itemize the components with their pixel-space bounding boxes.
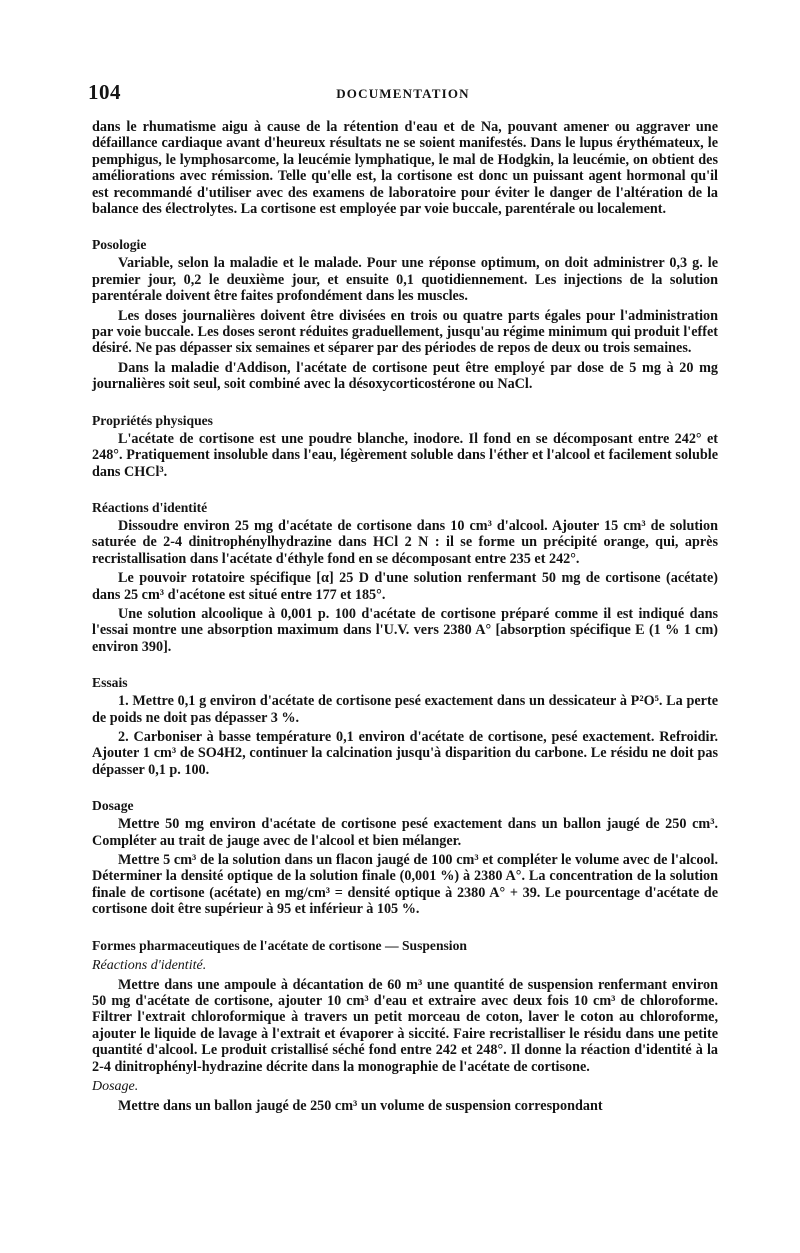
reactions-paragraph-3: Une solution alcoolique à 0,001 p. 100 d'acétate de cortisone préparé comme il est indiqué dans l'essai montre une absorption maximum dans l'U.V. vers 2380 A° [absorption spécifique E (1 % 1 cm) environ 390]. <box>92 605 718 655</box>
section-title-reactions: Réactions d'identité <box>92 499 208 515</box>
section-title-formes: Formes pharmaceutiques de l'acétate de cortisone — Suspension <box>92 937 467 953</box>
section-posologie <box>92 237 718 392</box>
page-number: 104 <box>88 80 121 104</box>
dosage-paragraph-2: Mettre 5 cm³ de la solution dans un flacon jaugé de 100 cm³ et compléter le volume avec de l'alcool. Déterminer la densité optique de la solution finale (0,001 %) à 2380 A°. La concentration de la solution finale de cortisone (acétate) en mg/cm³ = densité optique à 2380 A° + 39. Le pourcentage d'acétate de cortisone doit être supérieur à 95 et inférieur à 105 %. <box>92 852 718 918</box>
dosage-paragraph-1: Mettre 50 mg environ d'acétate de cortisone pesé exactement dans un ballon jaugé de 250 cm³. Compléter au trait de jauge avec de l'alcool et bien mélanger. <box>92 816 718 849</box>
subtitle-dosage: Dosage. <box>92 1079 139 1095</box>
section-title-proprietes: Propriétés physiques <box>92 412 213 428</box>
section-essais <box>92 675 718 778</box>
section-title-dosage: Dosage <box>92 798 134 814</box>
running-title: DOCUMENTATION <box>336 86 470 101</box>
reactions-paragraph-2: Le pouvoir rotatoire spécifique [α] 25 D d'une solution renfermant 50 mg de cortisone (acétate) dans 25 cm³ d'acétone est situé entre 177 et 185°. <box>92 570 718 603</box>
posologie-paragraph-2: Les doses journalières doivent être divisées en trois ou quatre parts égales pour l'administration par voie buccale. Les doses seront réduites graduellement, jusqu'au régime minimum qui produit l'effet désiré. Ne pas dépasser six semaines et séparer par des périodes de repos de deux ou trois semaines. <box>92 307 718 357</box>
posologie-paragraph-1: Variable, selon la maladie et le malade. Pour une réponse optimum, on doit administrer 0,3 g. le premier jour, 0,2 le deuxième jour, et ensuite 0,1 quotidiennement. Les injections de la solution parentérale doivent être faites profondément dans les muscles. <box>92 255 718 305</box>
section-proprietes <box>92 413 718 480</box>
section-formes <box>92 938 718 1115</box>
formes-paragraph-1: Mettre dans une ampoule à décantation de 60 m³ une quantité de suspension renfermant environ 50 mg d'acétate de cortisone, ajouter 10 cm³ d'eau et extraire avec deux fois 10 cm³ de chloroforme. Filtrer l'extrait chloroformique à travers un petit morceau de coton, laver le coton au chloroforme, ajouter le liquide de lavage à l'extrait et évaporer à siccité. Faire recristalliser le résidu dans une petite quantité d'alcool. Le produit cristallisé séché fond entre 242 et 248°. Il donne la réaction d'identité à la 2-4 dinitrophényl-hydrazine décrite dans la monographie de l'acétate de cortisone. <box>92 976 718 1075</box>
formes-paragraph-2: Mettre dans un ballon jaugé de 250 cm³ un volume de suspension correspondant <box>118 1098 603 1115</box>
subtitle-reactions-identite: Réactions d'identité. <box>92 957 207 973</box>
essais-paragraph-1: 1. Mettre 0,1 g environ d'acétate de cortisone pesé exactement dans un dessicateur à P²O⁵. La perte de poids ne doit pas dépasser 3 %. <box>92 693 718 726</box>
section-title-essais: Essais <box>92 675 128 691</box>
reactions-paragraph-1: Dissoudre environ 25 mg d'acétate de cortisone dans 10 cm³ d'alcool. Ajouter 15 cm³ de solution saturée de 2-4 dinitrophénylhydrazine dans HCl 2 N : il se forme un précipité orange, qui, après recristallisation dans l'acétate d'éthyle fond en se décomposant entre 235 et 242°. <box>92 517 718 567</box>
section-reactions <box>92 500 718 655</box>
intro-paragraph: dans le rhumatisme aigu à cause de la rétention d'eau et de Na, pouvant amener ou aggraver une défaillance cardiaque avant d'heureux résultats ne se soient manifestés. Dans le lupus érythémateux, le pemphigus, le lymphosarcome, la leucémie lymphatique, le mal de Hodgkin, la leucémie, on obtient des améliorations avec rémission. Telle qu'elle est, la cortisone est donc un puissant agent hormonal qu'il est recommandé d'utiliser avec des examens de laboratoire pour éviter le danger de l'altération de la balance des électrolytes. La cortisone est employée par voie buccale, parentérale ou localement. <box>92 119 718 218</box>
page-body <box>92 119 718 1114</box>
section-title-posologie: Posologie <box>92 237 147 253</box>
essais-paragraph-2: 2. Carboniser à basse température 0,1 environ d'acétate de cortisone, pesé exactement. Refroidir. Ajouter 1 cm³ de SO4H2, continuer la calcination jusqu'à disparition du carbone. Le résidu ne doit pas dépasser 0,1 p. 100. <box>92 728 718 778</box>
section-dosage <box>92 798 718 917</box>
posologie-paragraph-3: Dans la maladie d'Addison, l'acétate de cortisone peut être employé par dose de 5 mg à 20 mg journalières soit seul, soit combiné avec la désoxycorticostérone ou NaCl. <box>92 359 718 393</box>
page-header <box>88 80 718 106</box>
proprietes-paragraph-1: L'acétate de cortisone est une poudre blanche, inodore. Il fond en se décomposant entre 242° et 248°. Pratiquement insoluble dans l'eau, légèrement soluble dans l'éther et l'alcool et facilement soluble dans CHCl³. <box>92 430 718 480</box>
